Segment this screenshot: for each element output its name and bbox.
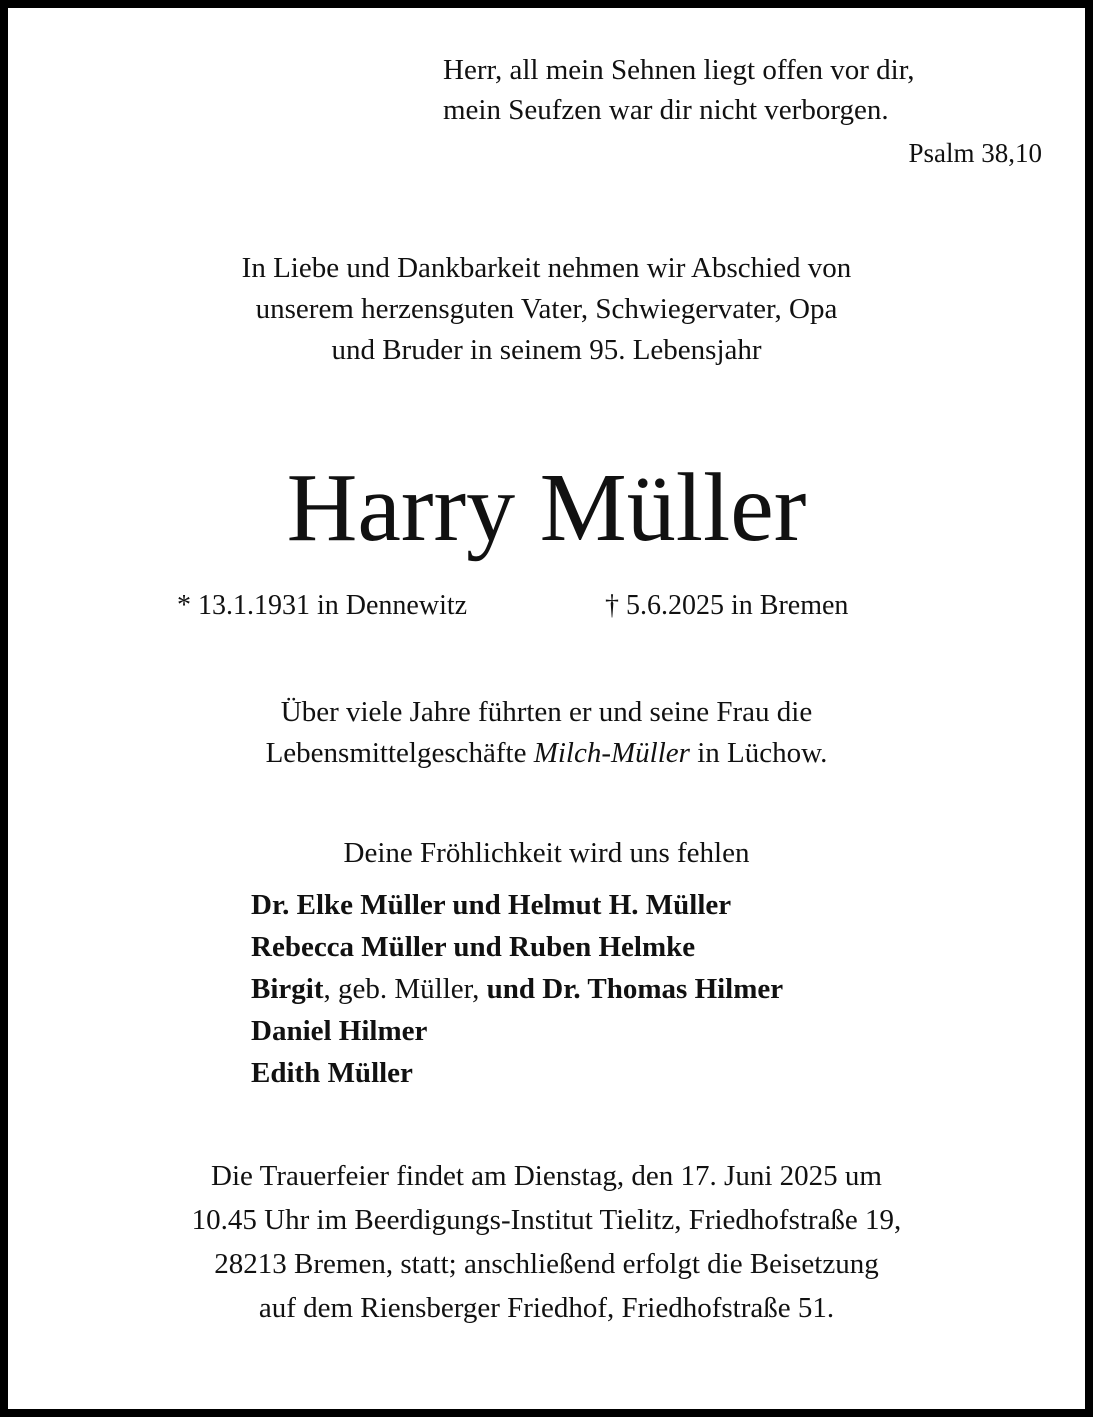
mourner-line-2: Rebecca Müller und Ruben Helmke	[251, 931, 696, 963]
biography-line-1: Über viele Jahre führten er und seine Frau die	[280, 696, 813, 728]
service-line-4: auf dem Riensberger Friedhof, Friedhofstraße 51.	[258, 1292, 835, 1324]
birth-info: * 13.1.1931 in Dennewitz	[177, 590, 468, 621]
service-line-1: Die Trauerfeier findet am Dienstag, den 17. Juni 2025 um	[211, 1160, 882, 1192]
death-info: † 5.6.2025 in Bremen	[605, 590, 849, 621]
shop-name: Milch-Müller	[533, 737, 690, 769]
funeral-service-info	[0, 1154, 1093, 1330]
biography-line-2-end: in Lüchow.	[689, 737, 828, 769]
farewell-intro	[0, 248, 1093, 371]
verse-line-2: mein Seufzen war dir nicht verborgen.	[443, 94, 889, 126]
service-line-3: 28213 Bremen, statt; anschließend erfolgt die Beisetzung	[214, 1248, 879, 1280]
deceased-name: Harry Müller	[286, 454, 807, 562]
mourner-line-3-maiden: , geb. Müller,	[323, 973, 487, 1005]
biography-line-2	[0, 733, 1093, 774]
service-line-2: 10.45 Uhr im Beerdigungs-Institut Tielitz, Friedhofstraße 19,	[191, 1204, 902, 1236]
mourner-line-4: Daniel Hilmer	[251, 1015, 428, 1047]
intro-line-3: und Bruder in seinem 95. Lebensjahr	[331, 334, 762, 366]
mourners-list	[251, 884, 783, 1094]
verse-line-1: Herr, all mein Sehnen liegt offen vor dir,	[443, 54, 915, 86]
intro-line-1: In Liebe und Dankbarkeit nehmen wir Abschied von	[241, 252, 852, 284]
closing-phrase: Deine Fröhlichkeit wird uns fehlen	[343, 837, 750, 869]
psalm-reference: Psalm 38,10	[908, 138, 1042, 168]
mourner-line-3	[251, 968, 783, 1010]
mourner-line-3-partner: und Dr. Thomas Hilmer	[486, 973, 784, 1005]
psalm-verse	[443, 50, 914, 130]
mourner-line-3-name: Birgit	[251, 973, 324, 1005]
intro-line-2: unserem herzensguten Vater, Schwiegervater, Opa	[255, 293, 838, 325]
biography-line-2-start: Lebensmittelgeschäfte	[265, 737, 534, 769]
mourner-line-1: Dr. Elke Müller und Helmut H. Müller	[251, 889, 732, 921]
mourner-line-5: Edith Müller	[251, 1057, 413, 1089]
biography-text	[0, 692, 1093, 774]
